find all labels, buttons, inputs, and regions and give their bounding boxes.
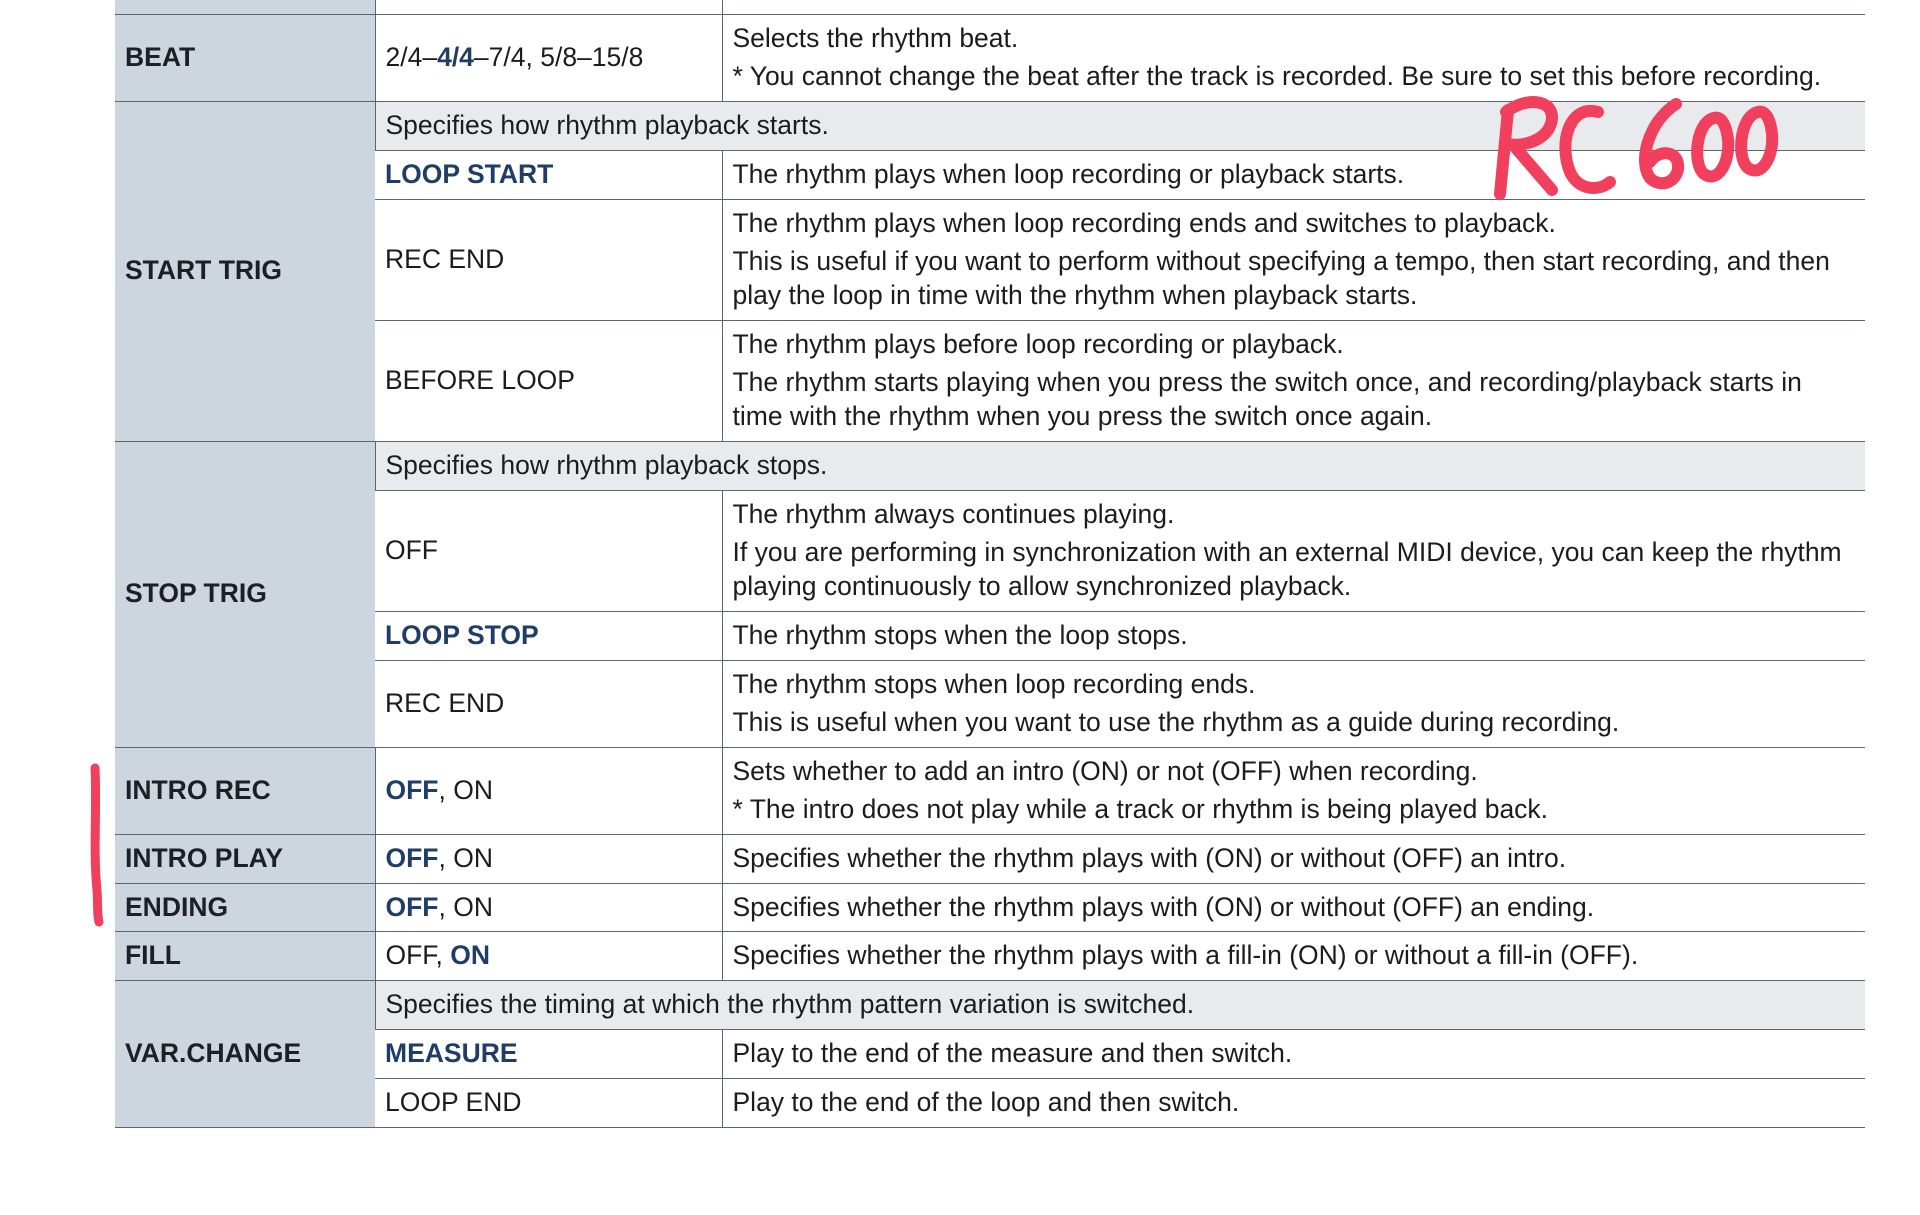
table-row-fill — [115, 932, 1865, 981]
table-row-start-trig-option — [115, 199, 1865, 320]
description-line: The rhythm always continues playing. — [732, 498, 1175, 529]
default-value: OFF — [385, 891, 439, 922]
option-description — [722, 660, 1865, 747]
default-value: 4/4 — [437, 42, 474, 73]
value-post: –7/4, 5/8–15/8 — [473, 42, 644, 73]
option-description — [722, 320, 1865, 441]
table-top-stub — [115, 0, 1865, 15]
description-note: * You cannot change the beat after the track is recorded. Be sure to set this before recording. — [732, 61, 1822, 91]
section-header: Specifies how rhythm playback starts. — [375, 102, 1865, 151]
param-name: VAR.CHANGE — [115, 981, 375, 1128]
param-value — [375, 747, 722, 834]
description-line: The rhythm plays when loop recording or playback starts. — [732, 158, 1405, 189]
section-header: Specifies how rhythm playback stops. — [375, 441, 1865, 490]
table-row-ending — [115, 883, 1865, 932]
option-description — [722, 1030, 1865, 1079]
param-description — [722, 932, 1865, 981]
param-value — [375, 883, 722, 932]
handwritten-margin-mark — [85, 760, 115, 930]
param-name: STOP TRIG — [115, 441, 375, 747]
option-description — [722, 199, 1865, 320]
option-value: MEASURE — [375, 1030, 722, 1079]
table-row-var-change-option — [115, 1030, 1865, 1079]
description-line: This is useful when you want to use the rhythm as a guide during recording. — [732, 706, 1620, 737]
description-line: The rhythm stops when loop recording ends. — [732, 668, 1256, 699]
default-value: ON — [450, 940, 491, 971]
description-line: Specifies whether the rhythm plays with a fill-in (ON) or without a fill-in (OFF). — [732, 940, 1639, 971]
default-value: OFF — [385, 842, 439, 873]
description-line: The rhythm plays before loop recording or playback. — [732, 328, 1344, 359]
table-row-stop-trig-header — [115, 441, 1865, 490]
table-row-intro-play — [115, 834, 1865, 883]
param-description — [722, 747, 1865, 834]
option-description — [722, 1079, 1865, 1128]
description-line: The rhythm plays when loop recording ends and switches to playback. — [732, 207, 1556, 238]
param-name: FILL — [115, 932, 375, 981]
description-line: Specifies whether the rhythm plays with (ON) or without (OFF) an intro. — [732, 842, 1567, 873]
stub-desc-cell — [722, 0, 1865, 15]
table-row-stop-trig-option — [115, 660, 1865, 747]
param-value — [375, 834, 722, 883]
param-name: INTRO PLAY — [115, 834, 375, 883]
option-value: LOOP STOP — [375, 611, 722, 660]
param-name: BEAT — [115, 15, 375, 102]
table-row-var-change-header — [115, 981, 1865, 1030]
option-value: BEFORE LOOP — [375, 320, 722, 441]
description-line: This is useful if you want to perform without specifying a tempo, then start recording, and then play the loop in time with the rhythm when playback starts. — [732, 245, 1830, 310]
value-post: , ON — [438, 774, 493, 805]
option-value: REC END — [375, 199, 722, 320]
description-line: Specifies whether the rhythm plays with (ON) or without (OFF) an ending. — [732, 891, 1595, 922]
param-name: INTRO REC — [115, 747, 375, 834]
value-pre: 2/4– — [385, 42, 438, 73]
param-value — [375, 15, 722, 102]
option-value: REC END — [375, 660, 722, 747]
description-line: If you are performing in synchronization with an external MIDI device, you can keep the rhythm playing continuously to allow synchronized playback. — [732, 536, 1842, 601]
stub-value-cell — [375, 0, 722, 15]
param-name: START TRIG — [115, 102, 375, 442]
param-description — [722, 834, 1865, 883]
table-row-stop-trig-option — [115, 490, 1865, 611]
section-header: Specifies the timing at which the rhythm pattern variation is switched. — [375, 981, 1865, 1030]
option-value: OFF — [375, 490, 722, 611]
description-line: The rhythm stops when the loop stops. — [732, 619, 1188, 650]
default-value: OFF — [385, 774, 439, 805]
description-line: Play to the end of the loop and then switch. — [732, 1087, 1240, 1118]
description-note: * The intro does not play while a track or rhythm is being played back. — [732, 793, 1549, 824]
table-row-var-change-option — [115, 1079, 1865, 1128]
option-value: LOOP END — [375, 1079, 722, 1128]
param-description — [722, 883, 1865, 932]
option-value: LOOP START — [375, 150, 722, 199]
table-row-intro-rec — [115, 747, 1865, 834]
table-row-start-trig-option — [115, 320, 1865, 441]
description-line: The rhythm starts playing when you press the switch once, and recording/playback starts in time with the rhythm when you press the switch once again. — [732, 366, 1802, 431]
option-description — [722, 490, 1865, 611]
param-name: ENDING — [115, 883, 375, 932]
value-post: , ON — [438, 891, 493, 922]
value-pre: OFF, — [385, 940, 451, 971]
value-post: , ON — [438, 842, 493, 873]
stub-param-cell — [115, 0, 375, 15]
description-line: Play to the end of the measure and then switch. — [732, 1038, 1293, 1069]
description-line: Sets whether to add an intro (ON) or not (OFF) when recording. — [732, 755, 1478, 786]
param-value — [375, 932, 722, 981]
handwritten-rc600-annotation — [1478, 82, 1788, 212]
option-description — [722, 611, 1865, 660]
table-row-stop-trig-option — [115, 611, 1865, 660]
description-line: Selects the rhythm beat. — [732, 23, 1019, 54]
